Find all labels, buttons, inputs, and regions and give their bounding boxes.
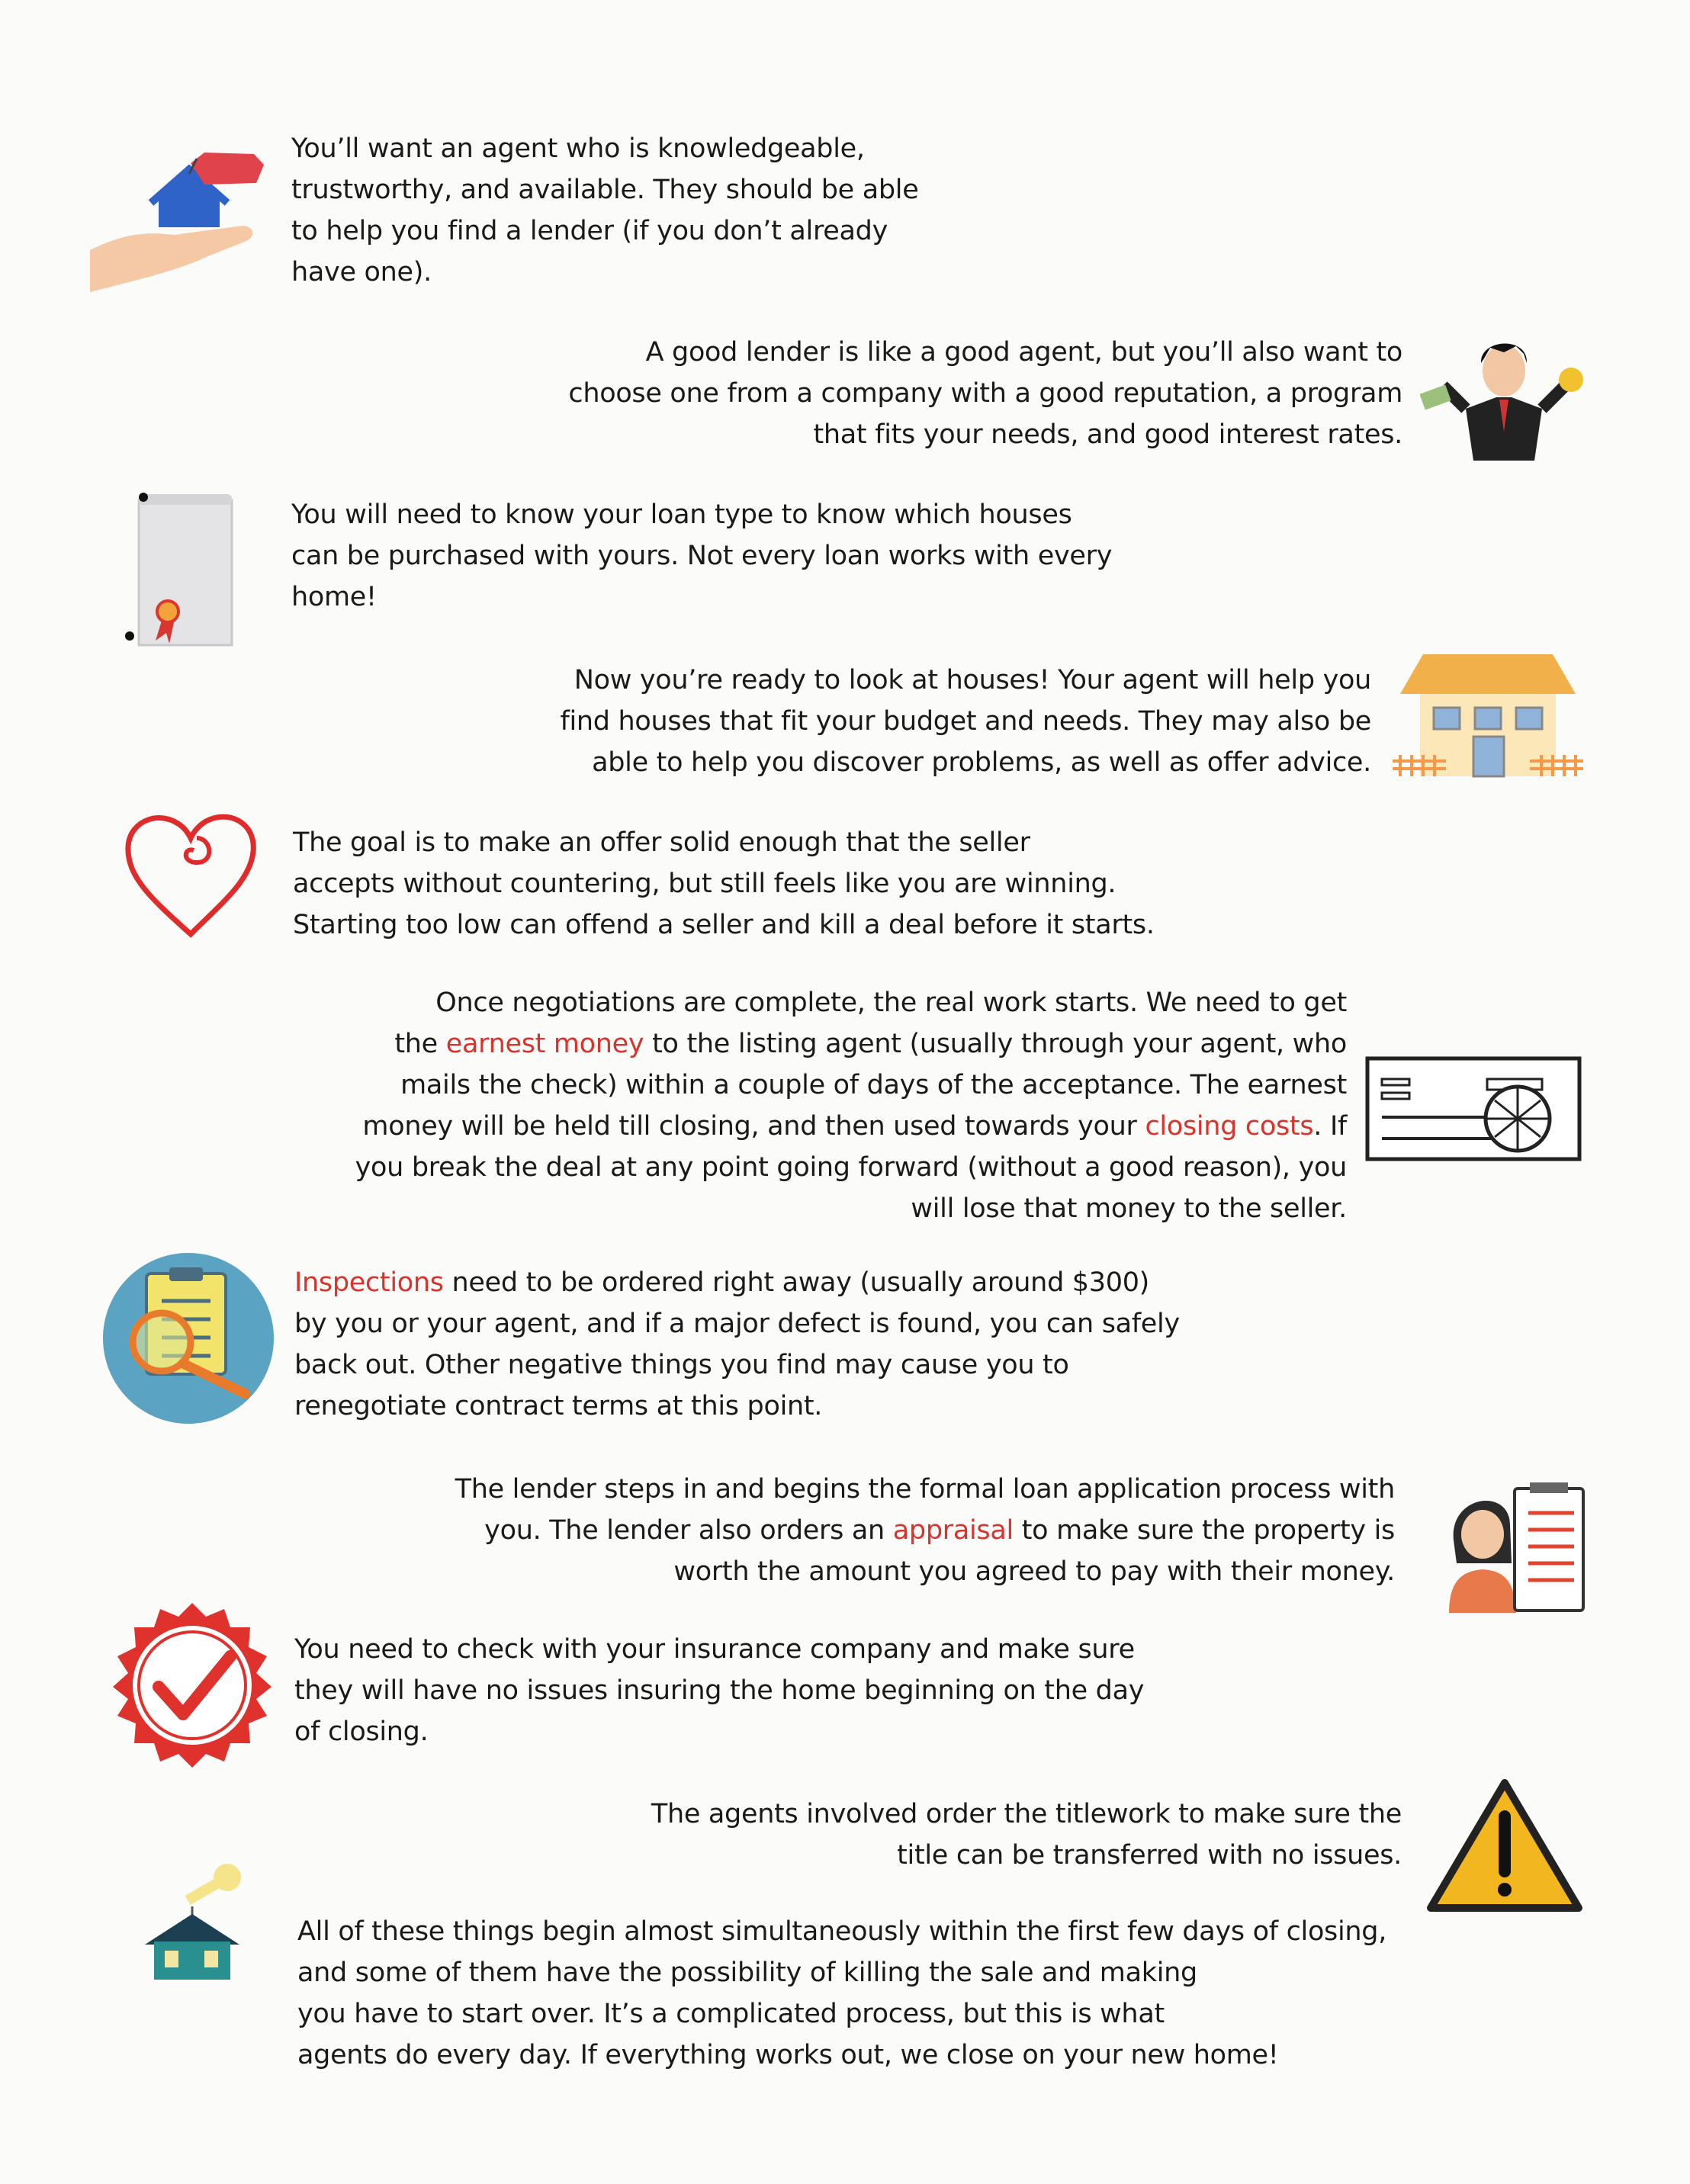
text-line: [355, 1188, 1347, 1229]
text-segment: can be purchased with yours. Not every loan works with every: [291, 541, 1113, 571]
text-line: [297, 1993, 1386, 2035]
step-inspections-text: [294, 1262, 1180, 1427]
text-segment: to the listing agent (usually through your agent, who: [644, 1029, 1347, 1059]
text-line: [293, 822, 1155, 863]
text-segment: A good lender is like a good agent, but you’ll also want to: [645, 337, 1402, 368]
text-line: [294, 1303, 1180, 1344]
step-agent-text: [291, 128, 918, 293]
text-segment: the: [394, 1029, 446, 1059]
text-segment: of closing.: [294, 1717, 429, 1747]
step-houses-text: [560, 660, 1371, 783]
text-segment: will lose that money to the seller.: [911, 1193, 1347, 1224]
text-segment: back out. Other negative things you find may cause you to: [294, 1350, 1069, 1380]
text-segment: you. The lender also orders an: [484, 1515, 893, 1546]
step-lender-text: [568, 332, 1402, 455]
text-line: [651, 1835, 1402, 1876]
highlighted-term: Inspections: [294, 1267, 444, 1298]
text-line: [294, 1711, 1144, 1752]
step-closing-text: [297, 1911, 1386, 2076]
text-line: [568, 332, 1402, 373]
text-segment: title can be transferred with no issues.: [897, 1840, 1402, 1871]
text-segment: to help you find a lender (if you don’t already: [291, 216, 888, 246]
text-segment: have one).: [291, 257, 432, 287]
woman-checklist-icon: [1449, 1479, 1586, 1613]
clipboard-magnifier-icon: [101, 1251, 276, 1426]
text-segment: Once negotiations are complete, the real work starts. We need to get: [435, 988, 1347, 1018]
text-line: [355, 1106, 1347, 1147]
text-line: [294, 1670, 1144, 1711]
step-loan-type-text: [291, 494, 1112, 618]
house-key-icon: [137, 1853, 252, 1983]
text-line: [294, 1344, 1180, 1386]
text-line: [291, 210, 918, 252]
text-line: [355, 1147, 1347, 1188]
step-appraisal-text: [455, 1469, 1395, 1592]
text-segment: The agents involved order the titlework to make sure the: [651, 1799, 1402, 1829]
text-line: [560, 742, 1371, 783]
text-segment: You need to check with your insurance company and make sure: [294, 1634, 1135, 1665]
house-icon: [1393, 647, 1583, 784]
text-line: [291, 169, 918, 210]
text-line: [293, 863, 1155, 904]
text-line: [355, 982, 1347, 1023]
text-line: [294, 1629, 1144, 1670]
step-titlework-text: [651, 1794, 1402, 1876]
text-segment: All of these things begin almost simultaneously within the first few days of closing,: [297, 1916, 1387, 1947]
text-segment: The goal is to make an offer solid enough that the seller: [293, 827, 1030, 858]
text-line: [560, 660, 1371, 701]
text-line: [291, 535, 1112, 577]
hand-house-icon: [90, 136, 273, 296]
text-segment: and some of them have the possibility of killing the sale and making: [297, 1958, 1197, 1988]
text-line: [297, 1952, 1386, 1993]
text-segment: by you or your agent, and if a major defect is found, you can safely: [294, 1309, 1180, 1339]
text-segment: able to help you discover problems, as well as offer advice.: [592, 747, 1371, 778]
text-segment: accepts without countering, but still feels like you are winning.: [293, 869, 1116, 899]
text-segment: money will be held till closing, and then used towards your: [362, 1111, 1145, 1142]
text-line: [651, 1794, 1402, 1835]
highlighted-term: appraisal: [892, 1515, 1014, 1546]
heart-icon: [122, 805, 259, 942]
text-line: [291, 494, 1112, 535]
text-segment: to make sure the property is: [1013, 1515, 1395, 1546]
step-insurance-text: [294, 1629, 1144, 1752]
text-line: [297, 1911, 1386, 1952]
text-segment: that fits your needs, and good interest rates.: [813, 419, 1402, 450]
text-segment: Starting too low can offend a seller and kill a deal before it starts.: [293, 910, 1155, 940]
certificate-scroll-icon: [116, 487, 246, 654]
text-line: [455, 1510, 1395, 1551]
highlighted-term: closing costs: [1145, 1111, 1314, 1142]
text-segment: mails the check) within a couple of days of the acceptance. The earnest: [400, 1070, 1347, 1100]
text-line: [293, 904, 1155, 946]
text-segment: renegotiate contract terms at this point.: [294, 1391, 823, 1421]
text-segment: home!: [291, 582, 377, 612]
text-line: [291, 577, 1112, 618]
text-segment: worth the amount you agreed to pay with their money.: [673, 1556, 1395, 1587]
text-segment: they will have no issues insuring the home beginning on the day: [294, 1675, 1145, 1706]
text-line: [355, 1023, 1347, 1065]
text-segment: Now you’re ready to look at houses! Your agent will help you: [574, 665, 1371, 695]
text-segment: . If: [1313, 1111, 1347, 1142]
text-line: [455, 1469, 1395, 1510]
text-line: [355, 1065, 1347, 1106]
checkmark-badge-icon: [108, 1601, 276, 1769]
text-line: [568, 414, 1402, 455]
step-offer-text: [293, 822, 1155, 946]
text-segment: trustworthy, and available. They should be able: [291, 175, 919, 205]
businessman-money-icon: [1420, 325, 1588, 462]
check-icon: [1365, 1056, 1582, 1161]
text-segment: you break the deal at any point going forward (without a good reason), you: [355, 1152, 1347, 1183]
text-segment: agents do every day. If everything works out, we close on your new home!: [297, 2040, 1279, 2070]
text-line: [294, 1262, 1180, 1303]
step-earnest-money-text: [355, 982, 1347, 1229]
text-segment: need to be ordered right away (usually around $300): [443, 1267, 1150, 1298]
text-segment: The lender steps in and begins the formal loan application process with: [455, 1474, 1395, 1505]
text-segment: you have to start over. It’s a complicated process, but this is what: [297, 1999, 1165, 2029]
text-line: [455, 1551, 1395, 1592]
text-line: [291, 252, 918, 293]
text-line: [560, 701, 1371, 742]
highlighted-term: earnest money: [445, 1029, 644, 1059]
warning-icon: [1425, 1777, 1585, 1914]
text-segment: You’ll want an agent who is knowledgeable,: [291, 133, 865, 164]
text-line: [291, 128, 918, 169]
text-line: [297, 2035, 1386, 2076]
text-segment: choose one from a company with a good reputation, a program: [568, 378, 1402, 409]
text-segment: find houses that fit your budget and needs. They may also be: [560, 706, 1371, 737]
text-segment: You will need to know your loan type to know which houses: [291, 499, 1072, 530]
text-line: [568, 373, 1402, 414]
text-line: [294, 1386, 1180, 1427]
